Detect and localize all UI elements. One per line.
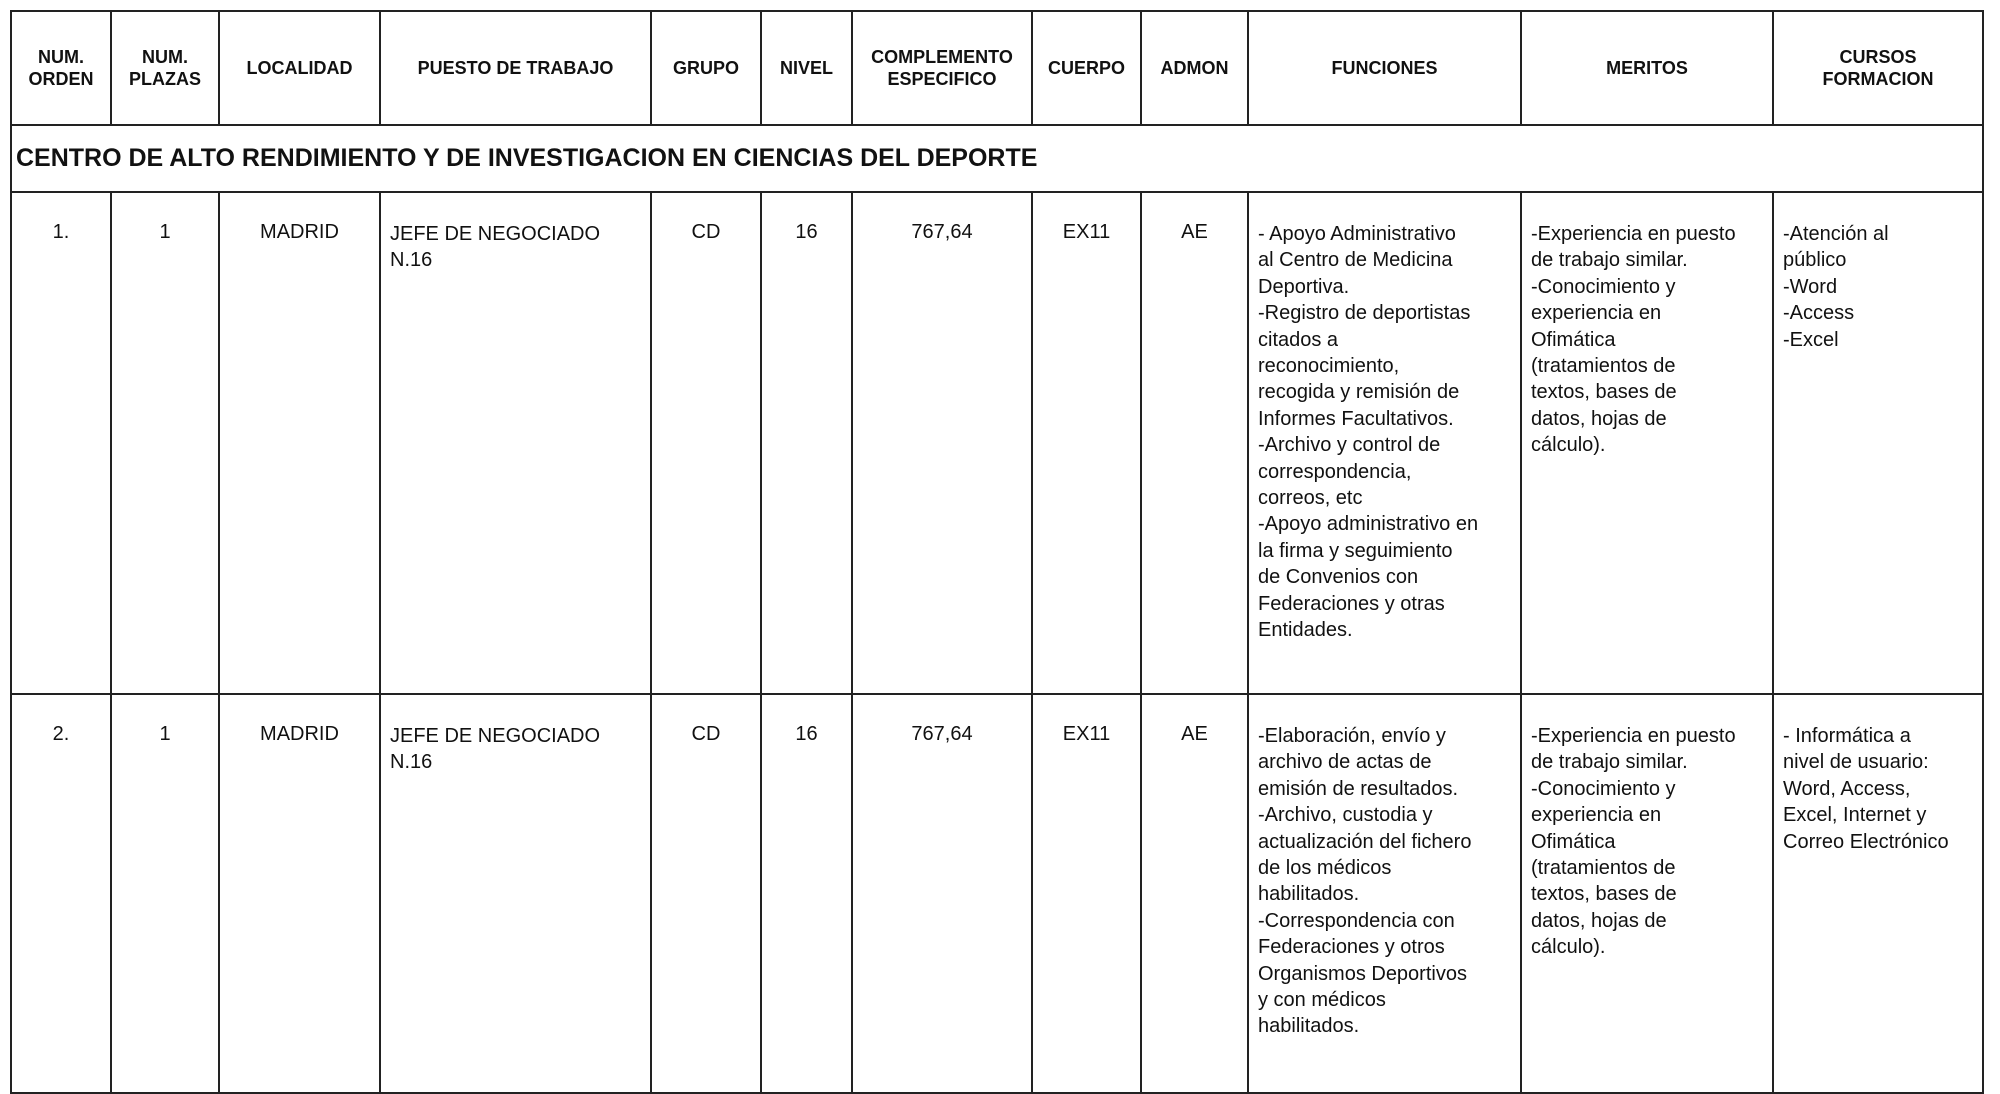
cell-nivel: 16	[761, 694, 852, 1093]
text-line: ESPECIFICO	[887, 69, 997, 89]
column-header-cuerpo	[1032, 11, 1141, 125]
text-line: emisión de resultados.	[1258, 777, 1459, 800]
text-line: reconocimiento,	[1258, 355, 1400, 378]
text-line: público	[1783, 249, 1847, 272]
text-line: Ofimática	[1531, 830, 1616, 853]
cell-cuerpo: EX11	[1032, 192, 1141, 694]
header-row	[11, 11, 1983, 125]
text-line: actualización del fichero	[1258, 830, 1472, 853]
text-line: FUNCIONES	[1331, 58, 1438, 78]
text-line: y con médicos	[1258, 989, 1386, 1012]
column-header-grupo	[651, 11, 761, 125]
text-line: NUM.	[38, 47, 84, 67]
text-line: Word, Access,	[1783, 777, 1911, 800]
job-positions-table	[10, 10, 1984, 1094]
text-line: (tratamientos de	[1531, 857, 1676, 880]
cell-orden: 1.	[11, 192, 111, 694]
cell-localidad: MADRID	[219, 192, 380, 694]
text-line: Informes Facultativos.	[1258, 407, 1454, 430]
column-header-localidad	[219, 11, 380, 125]
text-line: -Registro de deportistas	[1258, 302, 1471, 325]
column-header-num-orden	[11, 11, 111, 125]
text-line: JEFE DE NEGOCIADO	[390, 223, 601, 245]
text-line: - Apoyo Administrativo	[1258, 223, 1456, 245]
table-row	[11, 694, 1983, 1093]
text-line: N.16	[390, 751, 433, 774]
section-row	[11, 125, 1983, 192]
cell-cuerpo: EX11	[1032, 694, 1141, 1093]
text-line: FORMACION	[1822, 69, 1934, 89]
text-line: CURSOS	[1839, 47, 1917, 67]
cell-complemento: 767,64	[852, 694, 1032, 1093]
text-line: experiencia en	[1531, 804, 1662, 827]
text-line: nivel de usuario:	[1783, 751, 1929, 774]
table-row	[11, 192, 1983, 694]
text-line: Correo Electrónico	[1783, 830, 1949, 853]
text-line: -Elaboración, envío y	[1258, 725, 1446, 747]
column-header-puesto-de-trabajo	[380, 11, 651, 125]
text-line: NIVEL	[779, 58, 833, 78]
text-line: -Conocimiento y	[1531, 275, 1676, 298]
text-line: -Access	[1783, 302, 1855, 325]
text-line: de Convenios con	[1258, 566, 1419, 589]
text-line: textos, bases de	[1531, 381, 1677, 404]
column-header-cursos-formacion	[1773, 11, 1983, 125]
text-line: textos, bases de	[1531, 883, 1677, 906]
text-line: -Archivo y control de	[1258, 434, 1441, 457]
cell-localidad: MADRID	[219, 694, 380, 1093]
text-line: al Centro de Medicina	[1258, 249, 1453, 272]
text-line: la firma y seguimiento	[1258, 539, 1453, 562]
text-line: correos, etc	[1258, 487, 1363, 510]
text-line: -Atención al	[1783, 223, 1889, 245]
text-line: PUESTO DE TRABAJO	[417, 58, 614, 78]
text-line: -Experiencia en puesto	[1531, 223, 1736, 245]
text-line: -Conocimiento y	[1531, 777, 1676, 800]
text-line: citados a	[1258, 328, 1339, 351]
text-line: GRUPO	[672, 58, 739, 78]
text-line: Federaciones y otras	[1258, 592, 1445, 615]
cell-funciones	[1248, 192, 1521, 694]
cell-admon: AE	[1141, 192, 1248, 694]
text-line: Federaciones y otros	[1258, 936, 1445, 959]
cell-puesto	[380, 694, 651, 1093]
cell-complemento: 767,64	[852, 192, 1032, 694]
text-line: LOCALIDAD	[246, 58, 353, 78]
text-line: de trabajo similar.	[1531, 751, 1688, 774]
cell-funciones	[1248, 694, 1521, 1093]
text-line: Deportiva.	[1258, 275, 1350, 298]
cell-nivel: 16	[761, 192, 852, 694]
text-line: Excel, Internet y	[1783, 804, 1927, 827]
text-line: - Informática a	[1783, 725, 1911, 747]
cell-cursos	[1773, 694, 1983, 1093]
cell-meritos	[1521, 192, 1773, 694]
cell-meritos	[1521, 694, 1773, 1093]
cell-grupo: CD	[651, 694, 761, 1093]
text-line: NUM.	[142, 47, 188, 67]
section-title: CENTRO DE ALTO RENDIMIENTO Y DE INVESTIGACION EN CIENCIAS DEL DEPORTE	[11, 125, 1983, 192]
cell-admon: AE	[1141, 694, 1248, 1093]
text-line: -Archivo, custodia y	[1258, 804, 1433, 827]
text-line: -Correspondencia con	[1258, 909, 1455, 932]
text-line: -Apoyo administrativo en	[1258, 513, 1479, 536]
cell-grupo: CD	[651, 192, 761, 694]
text-line: -Experiencia en puesto	[1531, 725, 1736, 747]
cell-plazas: 1	[111, 192, 219, 694]
text-line: Organismos Deportivos	[1258, 962, 1467, 985]
text-line: ADMON	[1160, 58, 1229, 78]
text-line: Ofimática	[1531, 328, 1616, 351]
text-line: datos, hojas de	[1531, 909, 1667, 932]
text-line: cálculo).	[1531, 936, 1606, 959]
text-line: PLAZAS	[129, 69, 201, 89]
cell-puesto	[380, 192, 651, 694]
text-line: de los médicos	[1258, 857, 1392, 880]
text-line: MERITOS	[1606, 58, 1688, 78]
text-line: (tratamientos de	[1531, 355, 1676, 378]
cell-plazas: 1	[111, 694, 219, 1093]
text-line: correspondencia,	[1258, 460, 1412, 483]
column-header-complemento-especifico	[852, 11, 1032, 125]
text-line: -Word	[1783, 275, 1838, 298]
text-line: habilitados.	[1258, 883, 1360, 906]
text-line: Entidades.	[1258, 619, 1353, 642]
text-line: datos, hojas de	[1531, 407, 1667, 430]
text-line: JEFE DE NEGOCIADO	[390, 725, 601, 747]
column-header-nivel	[761, 11, 852, 125]
text-line: cálculo).	[1531, 434, 1606, 457]
column-header-meritos	[1521, 11, 1773, 125]
text-line: habilitados.	[1258, 1015, 1360, 1038]
text-line: de trabajo similar.	[1531, 249, 1688, 272]
text-line: N.16	[390, 249, 433, 272]
text-line: -Excel	[1783, 328, 1839, 351]
cell-cursos	[1773, 192, 1983, 694]
column-header-admon	[1141, 11, 1248, 125]
cell-orden: 2.	[11, 694, 111, 1093]
text-line: experiencia en	[1531, 302, 1662, 325]
text-line: CUERPO	[1047, 58, 1125, 78]
text-line: recogida y remisión de	[1258, 381, 1460, 404]
column-header-funciones	[1248, 11, 1521, 125]
text-line: COMPLEMENTO	[871, 47, 1013, 67]
text-line: ORDEN	[28, 69, 94, 89]
text-line: archivo de actas de	[1258, 751, 1432, 774]
column-header-num-plazas	[111, 11, 219, 125]
